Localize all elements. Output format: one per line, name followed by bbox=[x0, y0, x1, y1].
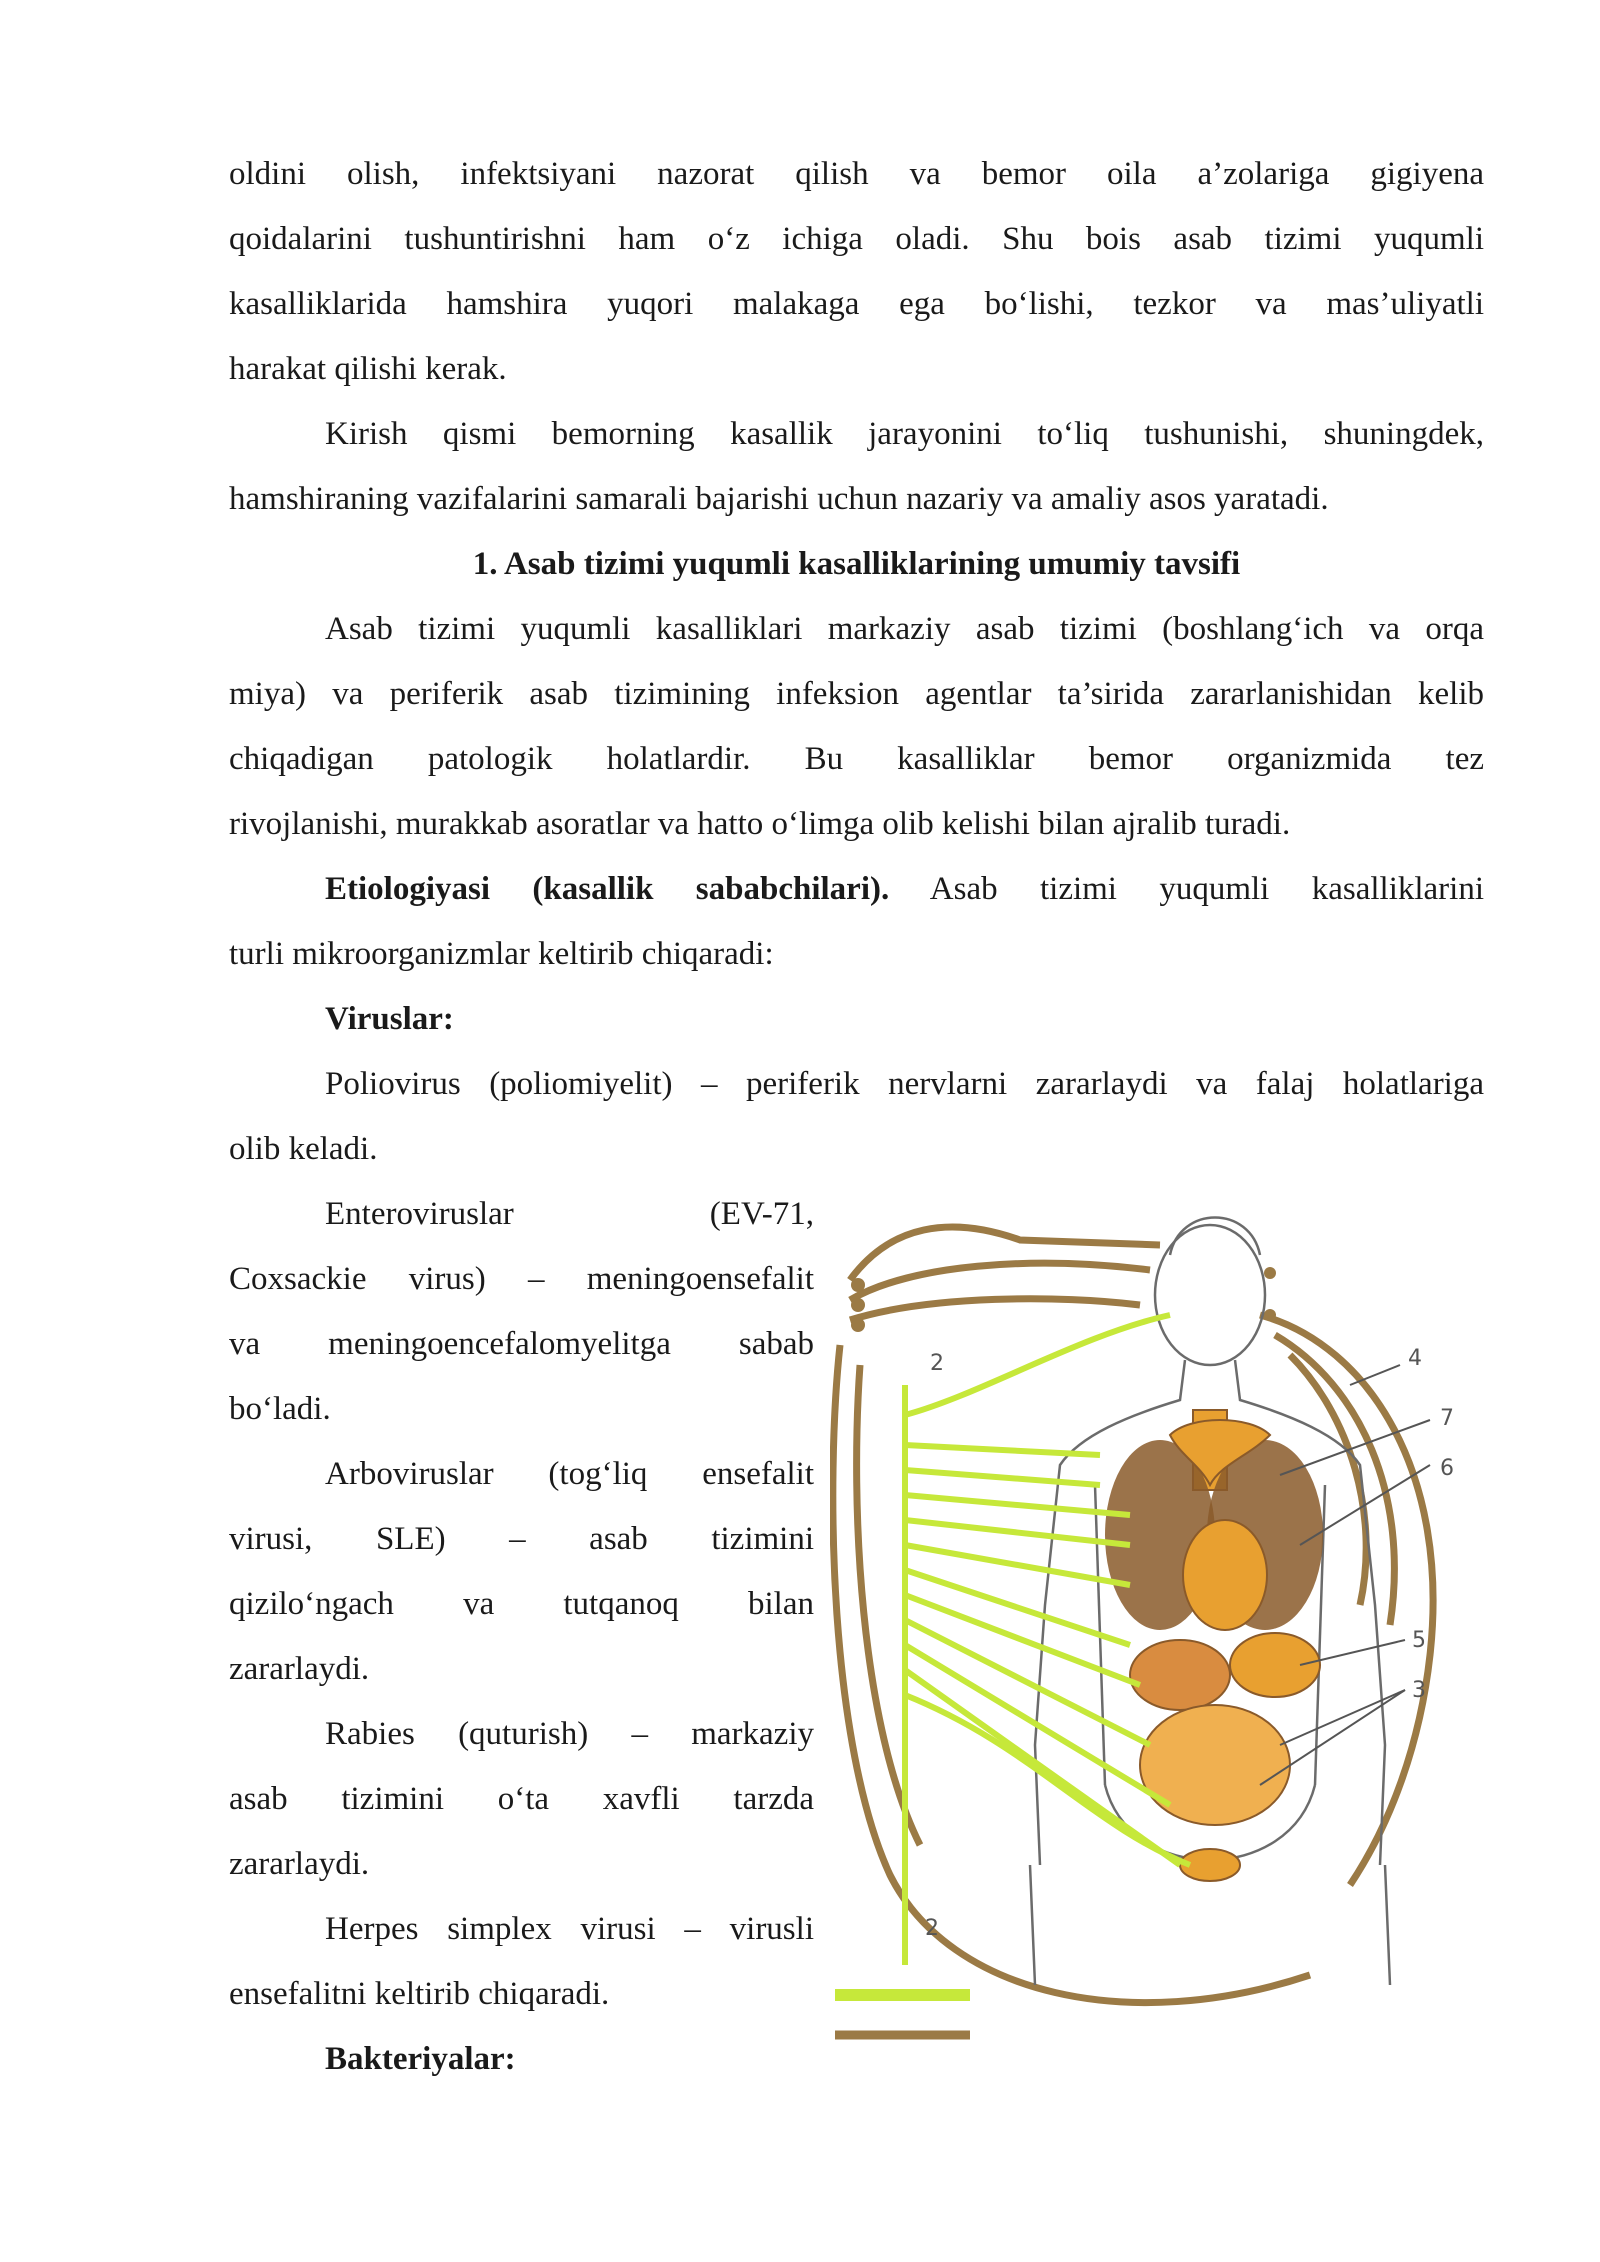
paragraph-line: virusi, SLE) – asab tizimini bbox=[229, 1521, 814, 1557]
ganglion-dot bbox=[851, 1278, 865, 1292]
ganglion-dot bbox=[1264, 1309, 1276, 1321]
label-5: 5 bbox=[1412, 1628, 1426, 1653]
paragraph-line: harakat qilishi kerak. bbox=[229, 351, 507, 387]
paragraph-line: bo‘ladi. bbox=[229, 1391, 331, 1427]
paragraph-line: Herpes simplex virusi – virusli bbox=[325, 1911, 814, 1947]
paragraph-line: Arboviruslar (tog‘liq ensefalit bbox=[325, 1456, 814, 1492]
paragraph-line: rivojlanishi, murakkab asoratlar va hatto o‘limga olib kelishi bilan ajralib turadi. bbox=[229, 806, 1291, 842]
paragraph-line: va meningoencefalomyelitga sabab bbox=[229, 1326, 814, 1362]
internal-organs bbox=[1105, 1410, 1323, 1881]
subheading-viruses: Viruslar: bbox=[325, 1001, 454, 1037]
intestines bbox=[1140, 1705, 1290, 1825]
paragraph-line: chiqadigan patologik holatlardir. Bu kasalliklar bemor organizmida tez bbox=[229, 741, 1484, 777]
paragraph-line: qizilo‘ngach va tutqanoq bilan bbox=[229, 1586, 814, 1622]
section-heading: 1. Asab tizimi yuqumli kasalliklarining umumiy tavsifi bbox=[472, 546, 1241, 582]
subheading-bacteria: Bakteriyalar: bbox=[325, 2041, 516, 2077]
somatic-nerves bbox=[905, 1315, 1190, 1965]
liver bbox=[1130, 1640, 1230, 1710]
heart bbox=[1183, 1520, 1267, 1630]
paragraph-line: ensefalitni keltirib chiqaradi. bbox=[229, 1976, 610, 2012]
paragraph-line: miya) va periferik asab tizimining infeksion agentlar ta’sirida zararlanishidan kelib bbox=[229, 676, 1484, 712]
stomach bbox=[1230, 1633, 1320, 1697]
ganglion-dot bbox=[851, 1298, 865, 1312]
paragraph-line: hamshiraning vazifalarini samarali bajarishi uchun nazariy va amaliy asos yaratadi. bbox=[229, 481, 1329, 517]
ganglion-dot bbox=[851, 1318, 865, 1332]
paragraph-line: oldini olish, infektsiyani nazorat qilish va bemor oila a’zolariga gigiyena bbox=[229, 156, 1484, 192]
etiology-term: Etiologiyasi (kasallik sababchilari). bbox=[325, 871, 890, 907]
paragraph-line: Rabies (quturish) – markaziy bbox=[325, 1716, 814, 1752]
etiology-text: Asab tizimi yuqumli kasalliklarini bbox=[889, 871, 1485, 907]
label-6: 6 bbox=[1440, 1456, 1454, 1481]
label-4: 4 bbox=[1408, 1346, 1422, 1371]
label-7: 7 bbox=[1440, 1406, 1454, 1431]
paragraph-line: Coxsackie virus) – meningoensefalit bbox=[229, 1261, 814, 1297]
label-2-bottom: 2 bbox=[925, 1916, 939, 1941]
paragraph-line: Asab tizimi yuqumli kasalliklari markaziy asab tizimi (boshlang‘ich va orqa bbox=[325, 611, 1484, 647]
paragraph-line bbox=[229, 857, 1484, 922]
label-3: 3 bbox=[1412, 1678, 1426, 1703]
ganglion-dot bbox=[1264, 1267, 1276, 1279]
nervous-system-illustration bbox=[830, 1185, 1490, 2065]
paragraph-line: Kirish qismi bemorning kasallik jarayonini to‘liq tushunishi, shuningdek, bbox=[325, 416, 1484, 452]
paragraph-line: zararlaydi. bbox=[229, 1846, 370, 1882]
figure-legend bbox=[835, 1995, 970, 2035]
paragraph-line: olib keladi. bbox=[229, 1131, 378, 1167]
paragraph-line: qoidalarini tushuntirishni ham o‘z ichiga oladi. Shu bois asab tizimi yuqumli bbox=[229, 221, 1484, 257]
paragraph-line: Enteroviruslar (EV-71, bbox=[325, 1196, 814, 1232]
label-2-top: 2 bbox=[930, 1351, 944, 1376]
paragraph-line: Poliovirus (poliomiyelit) – periferik nervlarni zararlaydi va falaj holatlariga bbox=[325, 1066, 1484, 1102]
paragraph-line: kasalliklarida hamshira yuqori malakaga ega bo‘lishi, tezkor va mas’uliyatli bbox=[229, 286, 1484, 322]
paragraph-line: zararlaydi. bbox=[229, 1651, 370, 1687]
paragraph-line: turli mikroorganizmlar keltirib chiqaradi: bbox=[229, 936, 774, 972]
paragraph-line: asab tizimini o‘ta xavfli tarzda bbox=[229, 1781, 814, 1817]
